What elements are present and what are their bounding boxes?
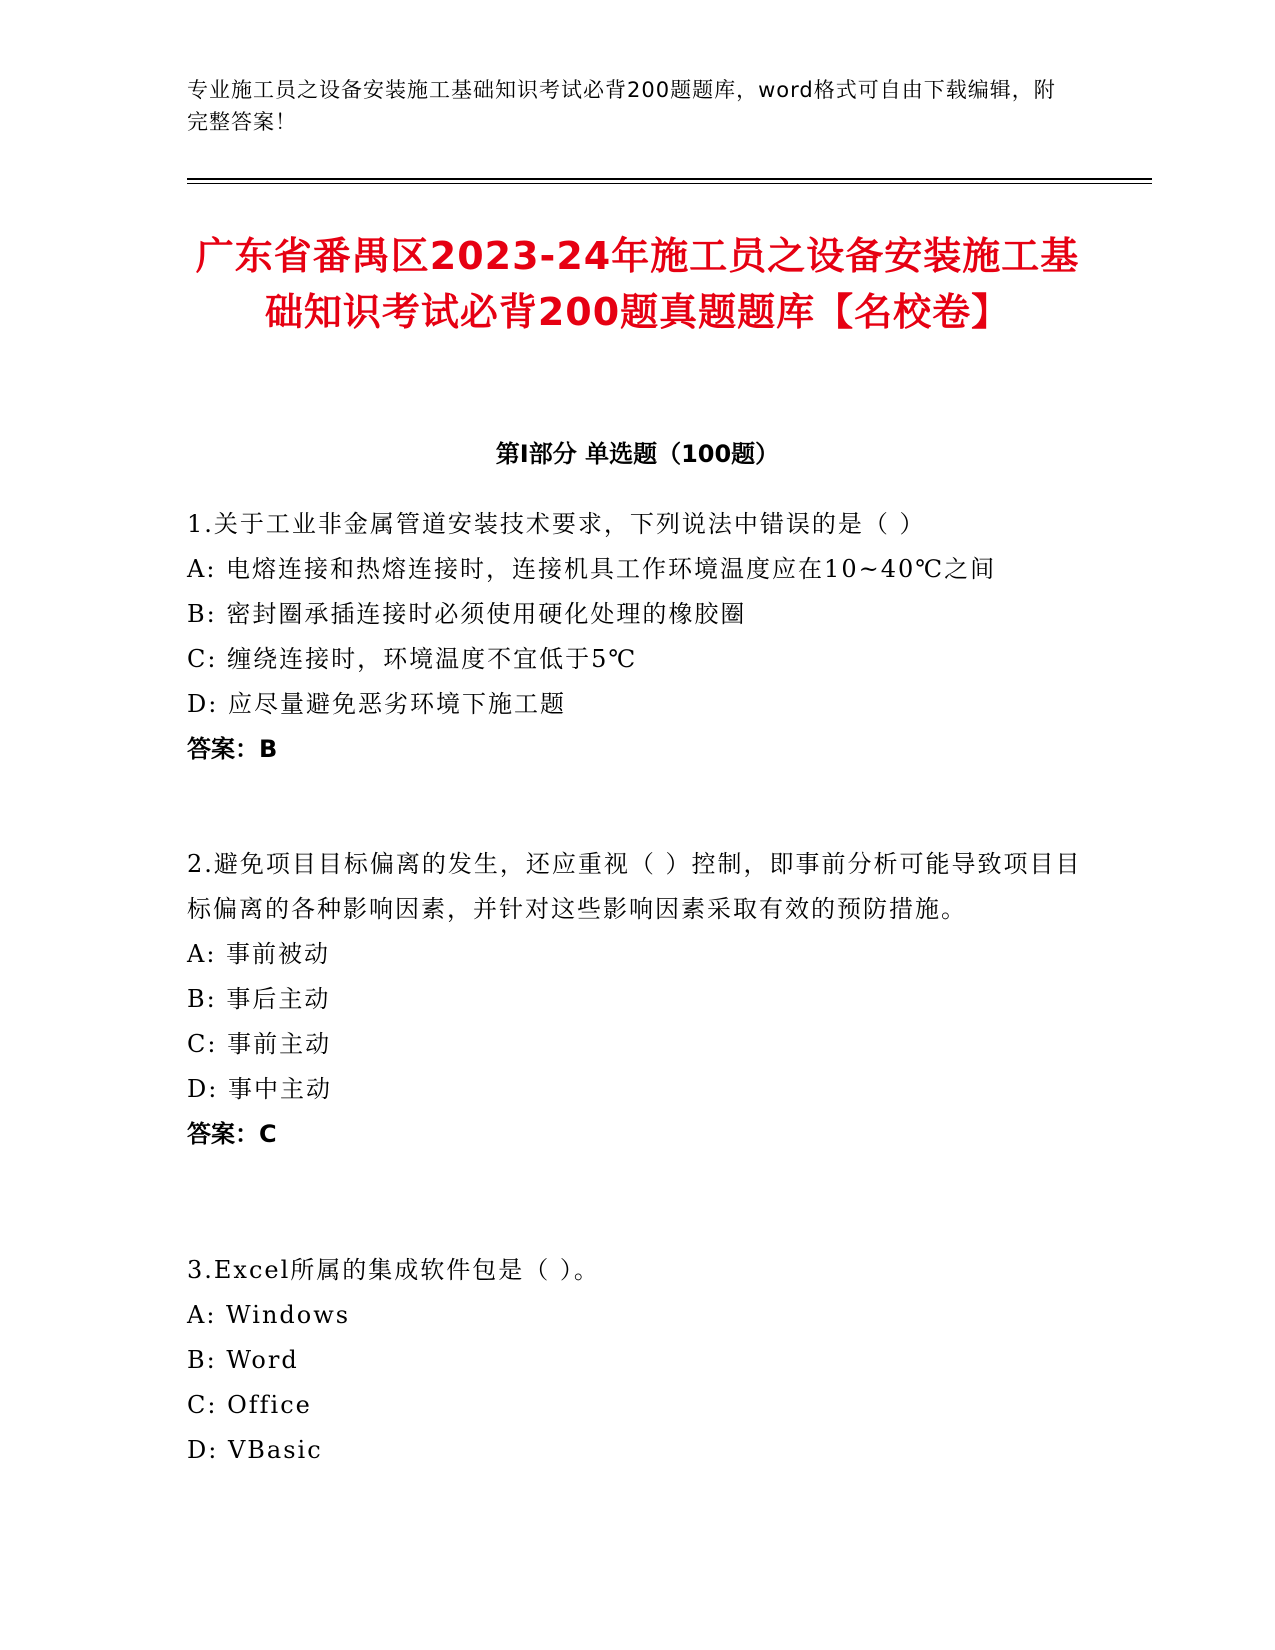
option-c: C: 事前主动 bbox=[187, 1030, 332, 1058]
answer: 答案：B bbox=[187, 735, 278, 763]
option-b: B: Word bbox=[187, 1346, 299, 1374]
section-heading: 第I部分 单选题（100题） bbox=[495, 440, 780, 468]
option-a: A: Windows bbox=[187, 1301, 351, 1329]
option-c: C: Office bbox=[187, 1391, 312, 1419]
header-divider-thin bbox=[187, 183, 1152, 184]
answer: 答案：C bbox=[187, 1120, 277, 1148]
option-d: D: 事中主动 bbox=[187, 1075, 332, 1103]
question-stem: 1.关于工业非金属管道安装技术要求，下列说法中错误的是（ ） bbox=[187, 510, 926, 538]
option-a: A: 事前被动 bbox=[187, 940, 331, 968]
document-title: 广东省番禺区2023-24年施工员之设备安装施工基础知识考试必背200题真题题库【名校卷】 bbox=[195, 234, 1080, 334]
header-note: 专业施工员之设备安装施工基础知识考试必背200题题库，word格式可自由下载编辑，附完整答案！ bbox=[187, 78, 1056, 134]
question-stem: 3.Excel所属的集成软件包是（ ）。 bbox=[187, 1256, 600, 1284]
question-stem: 2.避免项目目标偏离的发生，还应重视（ ）控制，即事前分析可能导致项目目标偏离的各种影响因素，并针对这些影响因素采取有效的预防措施。 bbox=[187, 850, 1082, 923]
option-d: D: 应尽量避免恶劣环境下施工题 bbox=[187, 690, 566, 718]
question-2 bbox=[187, 842, 1087, 1157]
option-d: D: VBasic bbox=[187, 1436, 323, 1464]
option-c: C: 缠绕连接时，环境温度不宜低于5℃ bbox=[187, 645, 638, 673]
question-3 bbox=[187, 1248, 1087, 1473]
question-1 bbox=[187, 502, 1087, 772]
header-divider-thick bbox=[187, 178, 1152, 180]
option-b: B: 事后主动 bbox=[187, 985, 331, 1013]
option-a: A: 电熔连接和热熔连接时，连接机具工作环境温度应在10~40℃之间 bbox=[187, 555, 997, 583]
option-b: B: 密封圈承插连接时必须使用硬化处理的橡胶圈 bbox=[187, 600, 747, 628]
